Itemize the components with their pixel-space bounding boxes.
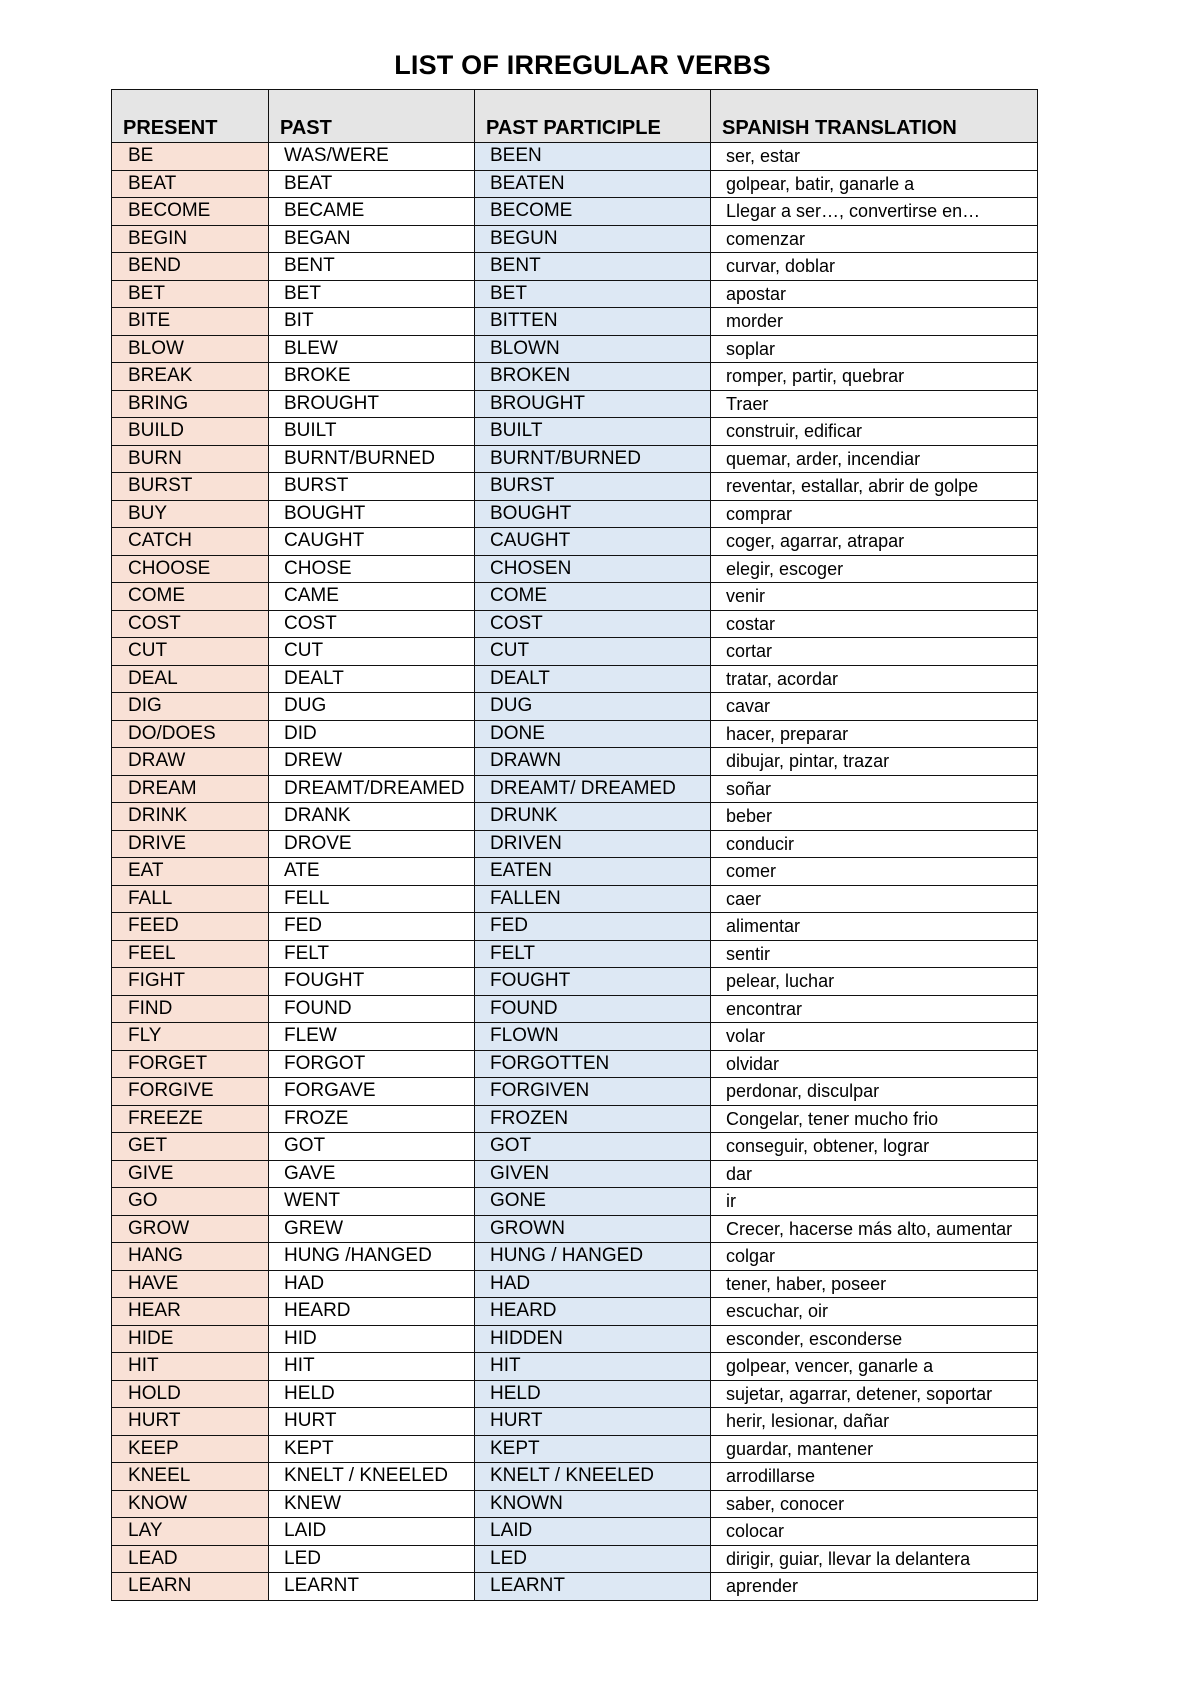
present-cell: BURN (112, 445, 269, 473)
past-participle-cell: DUG (475, 693, 711, 721)
spanish-translation-cell: quemar, arder, incendiar (711, 445, 1038, 473)
past-participle-cell: KEPT (475, 1435, 711, 1463)
past-participle-cell: COST (475, 610, 711, 638)
past-participle-cell: BROUGHT (475, 390, 711, 418)
header-past: PAST (269, 90, 475, 143)
past-cell: GAVE (269, 1160, 475, 1188)
past-cell: BET (269, 280, 475, 308)
past-participle-cell: HURT (475, 1408, 711, 1436)
past-cell: BOUGHT (269, 500, 475, 528)
past-cell: LEARNT (269, 1573, 475, 1601)
table-row (112, 473, 1038, 501)
past-participle-cell: FOUND (475, 995, 711, 1023)
past-cell: KNELT / KNEELED (269, 1463, 475, 1491)
present-cell: BLOW (112, 335, 269, 363)
table-row (112, 143, 1038, 171)
spanish-translation-cell: comer (711, 858, 1038, 886)
present-cell: BITE (112, 308, 269, 336)
past-participle-cell: DONE (475, 720, 711, 748)
table-row (112, 1050, 1038, 1078)
spanish-translation-cell: costar (711, 610, 1038, 638)
past-participle-cell: FROZEN (475, 1105, 711, 1133)
past-cell: HURT (269, 1408, 475, 1436)
present-cell: FORGIVE (112, 1078, 269, 1106)
table-row (112, 335, 1038, 363)
past-participle-cell: FALLEN (475, 885, 711, 913)
past-cell: DRANK (269, 803, 475, 831)
present-cell: LAY (112, 1518, 269, 1546)
present-cell: COST (112, 610, 269, 638)
past-cell: KEPT (269, 1435, 475, 1463)
table-row (112, 1105, 1038, 1133)
past-participle-cell: FED (475, 913, 711, 941)
spanish-translation-cell: beber (711, 803, 1038, 831)
spanish-translation-cell: soplar (711, 335, 1038, 363)
present-cell: KNEEL (112, 1463, 269, 1491)
table-row (112, 1573, 1038, 1601)
past-cell: FORGAVE (269, 1078, 475, 1106)
present-cell: HANG (112, 1243, 269, 1271)
table-row (112, 803, 1038, 831)
spanish-translation-cell: ser, estar (711, 143, 1038, 171)
present-cell: BRING (112, 390, 269, 418)
present-cell: DRIVE (112, 830, 269, 858)
present-cell: DIG (112, 693, 269, 721)
spanish-translation-cell: comenzar (711, 225, 1038, 253)
past-cell: DREW (269, 748, 475, 776)
past-cell: LAID (269, 1518, 475, 1546)
spanish-translation-cell: tratar, acordar (711, 665, 1038, 693)
spanish-translation-cell: arrodillarse (711, 1463, 1038, 1491)
present-cell: BEND (112, 253, 269, 281)
table-row (112, 555, 1038, 583)
spanish-translation-cell: aprender (711, 1573, 1038, 1601)
past-participle-cell: COME (475, 583, 711, 611)
spanish-translation-cell: herir, lesionar, dañar (711, 1408, 1038, 1436)
past-cell: HUNG /HANGED (269, 1243, 475, 1271)
present-cell: BUILD (112, 418, 269, 446)
past-participle-cell: CUT (475, 638, 711, 666)
past-participle-cell: HELD (475, 1380, 711, 1408)
past-cell: FED (269, 913, 475, 941)
past-cell: BURNT/BURNED (269, 445, 475, 473)
table-row (112, 775, 1038, 803)
past-cell: KNEW (269, 1490, 475, 1518)
table-row (112, 1298, 1038, 1326)
past-participle-cell: LED (475, 1545, 711, 1573)
spanish-translation-cell: saber, conocer (711, 1490, 1038, 1518)
present-cell: KNOW (112, 1490, 269, 1518)
spanish-translation-cell: guardar, mantener (711, 1435, 1038, 1463)
present-cell: GIVE (112, 1160, 269, 1188)
past-cell: HIT (269, 1353, 475, 1381)
table-row (112, 363, 1038, 391)
present-cell: CHOOSE (112, 555, 269, 583)
present-cell: LEARN (112, 1573, 269, 1601)
irregular-verbs-table (111, 89, 1038, 1601)
present-cell: FIGHT (112, 968, 269, 996)
past-cell: FROZE (269, 1105, 475, 1133)
past-cell: FELL (269, 885, 475, 913)
spanish-translation-cell: apostar (711, 280, 1038, 308)
present-cell: EAT (112, 858, 269, 886)
table-row (112, 720, 1038, 748)
table-row (112, 940, 1038, 968)
past-cell: DID (269, 720, 475, 748)
spanish-translation-cell: Traer (711, 390, 1038, 418)
past-participle-cell: BET (475, 280, 711, 308)
spanish-translation-cell: tener, haber, poseer (711, 1270, 1038, 1298)
spanish-translation-cell: construir, edificar (711, 418, 1038, 446)
table-row (112, 225, 1038, 253)
past-participle-cell: DRUNK (475, 803, 711, 831)
past-participle-cell: BENT (475, 253, 711, 281)
past-cell: BUILT (269, 418, 475, 446)
present-cell: DRINK (112, 803, 269, 831)
present-cell: DREAM (112, 775, 269, 803)
past-participle-cell: BITTEN (475, 308, 711, 336)
past-cell: BEAT (269, 170, 475, 198)
spanish-translation-cell: perdonar, disculpar (711, 1078, 1038, 1106)
present-cell: FEEL (112, 940, 269, 968)
table-row (112, 968, 1038, 996)
past-participle-cell: HAD (475, 1270, 711, 1298)
present-cell: BET (112, 280, 269, 308)
past-cell: FOUGHT (269, 968, 475, 996)
past-cell: FELT (269, 940, 475, 968)
present-cell: KEEP (112, 1435, 269, 1463)
spanish-translation-cell: curvar, doblar (711, 253, 1038, 281)
table-row (112, 1023, 1038, 1051)
past-participle-cell: DRIVEN (475, 830, 711, 858)
past-cell: DREAMT/DREAMED (269, 775, 475, 803)
past-cell: WENT (269, 1188, 475, 1216)
present-cell: BUY (112, 500, 269, 528)
spanish-translation-cell: hacer, preparar (711, 720, 1038, 748)
past-cell: HID (269, 1325, 475, 1353)
past-cell: FORGOT (269, 1050, 475, 1078)
table-row (112, 1463, 1038, 1491)
present-cell: FREEZE (112, 1105, 269, 1133)
past-cell: DROVE (269, 830, 475, 858)
past-participle-cell: GOT (475, 1133, 711, 1161)
table-row (112, 1270, 1038, 1298)
table-row (112, 445, 1038, 473)
header-past-participle: PAST PARTICIPLE (475, 90, 711, 143)
past-cell: ATE (269, 858, 475, 886)
past-participle-cell: BOUGHT (475, 500, 711, 528)
table-row (112, 748, 1038, 776)
past-participle-cell: BEGUN (475, 225, 711, 253)
spanish-translation-cell: venir (711, 583, 1038, 611)
present-cell: CATCH (112, 528, 269, 556)
table-row (112, 528, 1038, 556)
spanish-translation-cell: alimentar (711, 913, 1038, 941)
table-row (112, 1215, 1038, 1243)
past-participle-cell: BEATEN (475, 170, 711, 198)
present-cell: HEAR (112, 1298, 269, 1326)
past-participle-cell: LEARNT (475, 1573, 711, 1601)
present-cell: DRAW (112, 748, 269, 776)
present-cell: BE (112, 143, 269, 171)
past-participle-cell: FELT (475, 940, 711, 968)
table-row (112, 638, 1038, 666)
table-row (112, 858, 1038, 886)
spanish-translation-cell: morder (711, 308, 1038, 336)
past-participle-cell: FLOWN (475, 1023, 711, 1051)
past-cell: BURST (269, 473, 475, 501)
past-cell: DUG (269, 693, 475, 721)
table-row (112, 1078, 1038, 1106)
table-row (112, 583, 1038, 611)
spanish-translation-cell: golpear, vencer, ganarle a (711, 1353, 1038, 1381)
table-row (112, 1518, 1038, 1546)
past-participle-cell: BLOWN (475, 335, 711, 363)
spanish-translation-cell: romper, partir, quebrar (711, 363, 1038, 391)
past-participle-cell: BECOME (475, 198, 711, 226)
past-participle-cell: GIVEN (475, 1160, 711, 1188)
past-cell: BECAME (269, 198, 475, 226)
table-body (112, 143, 1038, 1601)
past-participle-cell: KNOWN (475, 1490, 711, 1518)
table-row (112, 1243, 1038, 1271)
spanish-translation-cell: escuchar, oir (711, 1298, 1038, 1326)
past-participle-cell: HUNG / HANGED (475, 1243, 711, 1271)
table-row (112, 913, 1038, 941)
table-row (112, 885, 1038, 913)
spanish-translation-cell: ir (711, 1188, 1038, 1216)
spanish-translation-cell: Crecer, hacerse más alto, aumentar (711, 1215, 1038, 1243)
table-row (112, 1490, 1038, 1518)
table-row (112, 610, 1038, 638)
present-cell: BEAT (112, 170, 269, 198)
table-row (112, 995, 1038, 1023)
past-cell: WAS/WERE (269, 143, 475, 171)
spanish-translation-cell: conseguir, obtener, lograr (711, 1133, 1038, 1161)
present-cell: HIDE (112, 1325, 269, 1353)
spanish-translation-cell: dirigir, guiar, llevar la delantera (711, 1545, 1038, 1573)
past-cell: HELD (269, 1380, 475, 1408)
past-cell: CUT (269, 638, 475, 666)
present-cell: GROW (112, 1215, 269, 1243)
table-row (112, 1545, 1038, 1573)
past-cell: CAME (269, 583, 475, 611)
spanish-translation-cell: sujetar, agarrar, detener, soportar (711, 1380, 1038, 1408)
past-cell: HAD (269, 1270, 475, 1298)
past-participle-cell: KNELT / KNEELED (475, 1463, 711, 1491)
table-row (112, 390, 1038, 418)
header-present: PRESENT (112, 90, 269, 143)
past-cell: BLEW (269, 335, 475, 363)
past-participle-cell: BURST (475, 473, 711, 501)
spanish-translation-cell: volar (711, 1023, 1038, 1051)
present-cell: FLY (112, 1023, 269, 1051)
present-cell: DEAL (112, 665, 269, 693)
past-participle-cell: LAID (475, 1518, 711, 1546)
table-row (112, 1325, 1038, 1353)
spanish-translation-cell: Congelar, tener mucho frio (711, 1105, 1038, 1133)
past-participle-cell: FORGOTTEN (475, 1050, 711, 1078)
spanish-translation-cell: sentir (711, 940, 1038, 968)
present-cell: CUT (112, 638, 269, 666)
present-cell: HURT (112, 1408, 269, 1436)
past-cell: BEGAN (269, 225, 475, 253)
past-cell: BROKE (269, 363, 475, 391)
spanish-translation-cell: Llegar a ser…, convertirse en… (711, 198, 1038, 226)
past-participle-cell: HIDDEN (475, 1325, 711, 1353)
past-participle-cell: GROWN (475, 1215, 711, 1243)
spanish-translation-cell: colgar (711, 1243, 1038, 1271)
past-cell: DEALT (269, 665, 475, 693)
present-cell: DO/DOES (112, 720, 269, 748)
past-participle-cell: BROKEN (475, 363, 711, 391)
spanish-translation-cell: esconder, esconderse (711, 1325, 1038, 1353)
table-row (112, 1160, 1038, 1188)
present-cell: BURST (112, 473, 269, 501)
past-cell: FLEW (269, 1023, 475, 1051)
past-participle-cell: BEEN (475, 143, 711, 171)
past-participle-cell: FOUGHT (475, 968, 711, 996)
table-row (112, 418, 1038, 446)
past-cell: FOUND (269, 995, 475, 1023)
spanish-translation-cell: dibujar, pintar, trazar (711, 748, 1038, 776)
spanish-translation-cell: dar (711, 1160, 1038, 1188)
past-cell: LED (269, 1545, 475, 1573)
past-participle-cell: DRAWN (475, 748, 711, 776)
table-row (112, 1353, 1038, 1381)
present-cell: BECOME (112, 198, 269, 226)
spanish-translation-cell: elegir, escoger (711, 555, 1038, 583)
past-cell: COST (269, 610, 475, 638)
spanish-translation-cell: colocar (711, 1518, 1038, 1546)
spanish-translation-cell: coger, agarrar, atrapar (711, 528, 1038, 556)
spanish-translation-cell: soñar (711, 775, 1038, 803)
past-cell: CHOSE (269, 555, 475, 583)
page-title: LIST OF IRREGULAR VERBS (394, 50, 771, 80)
past-cell: BROUGHT (269, 390, 475, 418)
table-row (112, 253, 1038, 281)
table-row (112, 308, 1038, 336)
table-row (112, 1188, 1038, 1216)
table-row (112, 665, 1038, 693)
past-cell: BIT (269, 308, 475, 336)
spanish-translation-cell: cortar (711, 638, 1038, 666)
present-cell: HIT (112, 1353, 269, 1381)
table-row (112, 1435, 1038, 1463)
past-participle-cell: FORGIVEN (475, 1078, 711, 1106)
past-cell: GOT (269, 1133, 475, 1161)
spanish-translation-cell: caer (711, 885, 1038, 913)
spanish-translation-cell: encontrar (711, 995, 1038, 1023)
table-row (112, 280, 1038, 308)
past-cell: CAUGHT (269, 528, 475, 556)
present-cell: BEGIN (112, 225, 269, 253)
present-cell: BREAK (112, 363, 269, 391)
table-row (112, 1133, 1038, 1161)
table-row (112, 693, 1038, 721)
present-cell: HAVE (112, 1270, 269, 1298)
past-participle-cell: DREAMT/ DREAMED (475, 775, 711, 803)
past-participle-cell: GONE (475, 1188, 711, 1216)
present-cell: FEED (112, 913, 269, 941)
past-cell: HEARD (269, 1298, 475, 1326)
past-cell: BENT (269, 253, 475, 281)
past-participle-cell: BURNT/BURNED (475, 445, 711, 473)
table-row (112, 170, 1038, 198)
past-participle-cell: HEARD (475, 1298, 711, 1326)
spanish-translation-cell: comprar (711, 500, 1038, 528)
header-spanish-translation: SPANISH TRANSLATION (711, 90, 1038, 143)
present-cell: FALL (112, 885, 269, 913)
table-row (112, 1380, 1038, 1408)
past-participle-cell: EATEN (475, 858, 711, 886)
spanish-translation-cell: golpear, batir, ganarle a (711, 170, 1038, 198)
spanish-translation-cell: cavar (711, 693, 1038, 721)
table-row (112, 830, 1038, 858)
past-cell: GREW (269, 1215, 475, 1243)
present-cell: FIND (112, 995, 269, 1023)
past-participle-cell: CAUGHT (475, 528, 711, 556)
spanish-translation-cell: olvidar (711, 1050, 1038, 1078)
spanish-translation-cell: conducir (711, 830, 1038, 858)
present-cell: GO (112, 1188, 269, 1216)
table-row (112, 500, 1038, 528)
present-cell: LEAD (112, 1545, 269, 1573)
table-row (112, 198, 1038, 226)
present-cell: GET (112, 1133, 269, 1161)
present-cell: FORGET (112, 1050, 269, 1078)
present-cell: COME (112, 583, 269, 611)
spanish-translation-cell: reventar, estallar, abrir de golpe (711, 473, 1038, 501)
past-participle-cell: CHOSEN (475, 555, 711, 583)
past-participle-cell: BUILT (475, 418, 711, 446)
table-header-row (112, 90, 1038, 143)
past-participle-cell: DEALT (475, 665, 711, 693)
past-participle-cell: HIT (475, 1353, 711, 1381)
table-row (112, 1408, 1038, 1436)
present-cell: HOLD (112, 1380, 269, 1408)
spanish-translation-cell: pelear, luchar (711, 968, 1038, 996)
